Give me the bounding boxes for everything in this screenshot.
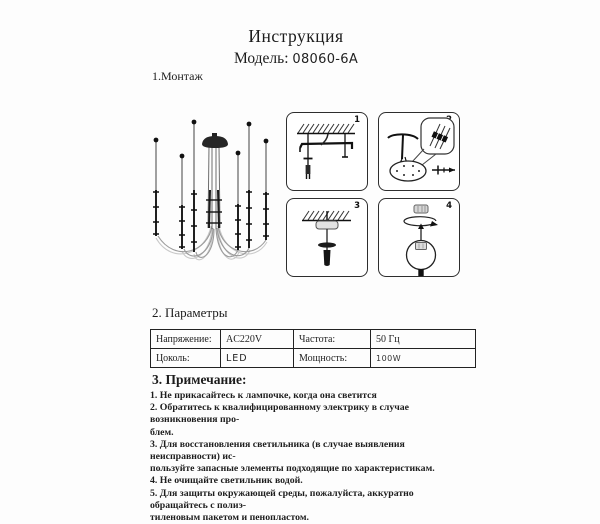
note-line: тиленовым пакетом и пенопластом. — [150, 512, 310, 524]
note-line: 2. Обратитесь к квалифицированному электрику в случае возникновения про- — [150, 402, 409, 426]
note-line: 4. Не очищайте светильник водой. — [150, 475, 303, 487]
model-line — [0, 50, 592, 68]
table-row — [151, 349, 476, 368]
note-line: 5. Для защиты окружающей среды, пожалуйста, аккуратно обращайтесь с полиэ- — [150, 487, 414, 511]
canopy-wiring-diagram — [379, 113, 459, 190]
install-step-panel-2 — [378, 112, 460, 191]
page-title: Инструкция — [248, 26, 344, 46]
hanging-pendant-diagram — [287, 199, 367, 276]
install-step-panel-4 — [378, 198, 460, 277]
panel-step-number: 4 — [446, 201, 452, 211]
model-label: Модель: — [233, 50, 289, 67]
install-step-panel-1 — [286, 112, 368, 191]
param-label-voltage: Напряжение: — [151, 330, 221, 349]
param-label-power: Мощность: — [294, 349, 371, 368]
canopy-dome — [202, 136, 228, 148]
install-step-panel-3 — [286, 198, 368, 277]
param-value-socket: LED — [221, 349, 294, 368]
notes-list — [150, 390, 470, 524]
panel-step-number: 3 — [354, 201, 360, 211]
param-value-power: 100W — [371, 349, 476, 368]
mounting-bar-diagram — [287, 113, 367, 190]
bulb-install-diagram — [379, 199, 459, 276]
table-row — [151, 330, 476, 349]
param-value-voltage: AC220V — [221, 330, 294, 349]
params-table — [150, 329, 476, 368]
note-line: 3. Для восстановления светильника (в случае выявления неисправности) ис- — [150, 438, 405, 463]
chandelier-illustration — [128, 102, 292, 296]
section-notes-heading: 3. Примечание: — [152, 372, 247, 387]
note-line: блем. — [150, 426, 174, 438]
note-line: пользуйте запасные элементы подходящие по характеристикам. — [150, 463, 435, 475]
note-line: 1. Не прикасайтесь к лампочке, когда она светится — [150, 390, 377, 401]
section-montage-heading: 1.Монтаж — [152, 69, 203, 83]
param-value-frequency: 50 Гц — [371, 330, 476, 349]
param-label-frequency: Частота: — [294, 330, 371, 349]
param-label-socket: Цоколь: — [151, 349, 221, 368]
section-params-heading: 2. Параметры — [152, 305, 228, 320]
model-value: 08060-6A — [292, 52, 359, 67]
panel-step-number: 1 — [354, 115, 360, 125]
